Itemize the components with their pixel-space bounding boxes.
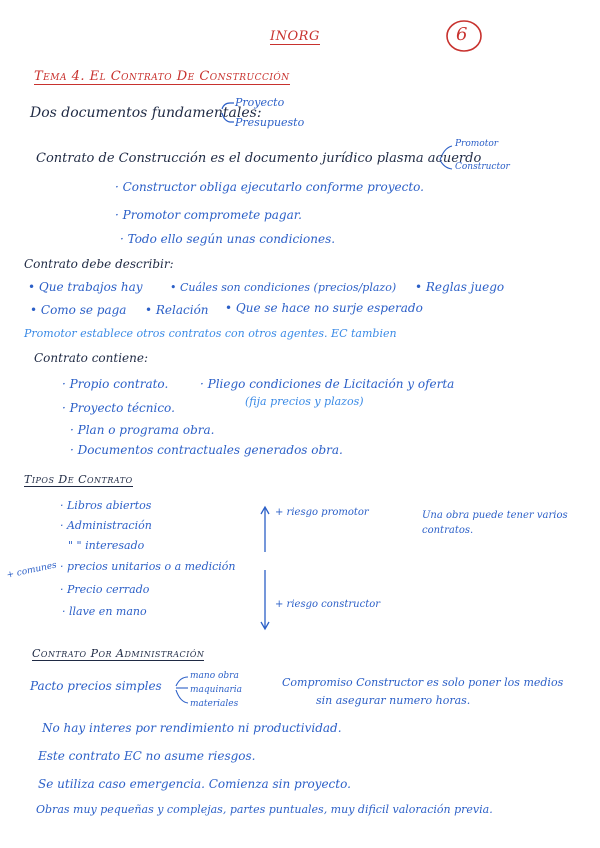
admin-line: No hay interes por rendimiento ni productividad. bbox=[42, 721, 342, 735]
docs-label: Dos documentos fundamentales: bbox=[30, 105, 262, 121]
types-side-note: Una obra puede tener varios bbox=[422, 510, 568, 521]
arrow-materiales bbox=[176, 690, 188, 703]
contains-item: · Propio contrato. bbox=[62, 377, 169, 391]
resource-item: mano obra bbox=[190, 671, 239, 681]
arrow-mano-obra bbox=[176, 677, 188, 686]
type-item: · precios unitarios o a medición bbox=[60, 560, 236, 573]
admin-commitment: Compromiso Constructor es solo poner los medios bbox=[282, 676, 564, 689]
contains-label: Contrato contiene: bbox=[34, 351, 149, 365]
contains-item: · Documentos contractuales generados obra. bbox=[70, 443, 343, 457]
contains-pliego-note: (fija precios y plazos) bbox=[245, 395, 364, 408]
type-item: · Precio cerrado bbox=[60, 583, 150, 596]
definition-point: · Constructor obliga ejecutarlo conforme proyecto. bbox=[115, 180, 424, 194]
contains-item: · Plan o programa obra. bbox=[70, 423, 215, 437]
admin-line: Se utiliza caso emergencia. Comienza sin proyecto. bbox=[38, 777, 351, 791]
topic-title: Tema 4. El Contrato De Construcción bbox=[34, 69, 290, 84]
risk-promotor: + riesgo promotor bbox=[275, 507, 369, 518]
definition-point: · Promotor compromete pagar. bbox=[115, 208, 302, 222]
party-promotor: Promotor bbox=[455, 139, 499, 149]
type-item: · Administración bbox=[60, 519, 152, 532]
describe-item: • Como se paga bbox=[30, 303, 127, 317]
contains-item: · Proyecto técnico. bbox=[62, 401, 175, 415]
page-number: 6 bbox=[456, 24, 468, 45]
definition-text: Contrato de Construcción es el documento jurídico plasma acuerdo bbox=[36, 151, 482, 166]
describe-item: • Que trabajos hay bbox=[28, 280, 143, 294]
contains-pliego: · Pliego condiciones de Licitación y oferta bbox=[200, 377, 455, 391]
doc-presupuesto: Presupuesto bbox=[235, 116, 305, 129]
types-title: Tipos De Contrato bbox=[24, 473, 133, 486]
type-item: · llave en mano bbox=[62, 605, 147, 618]
definition-point: · Todo ello según unas condiciones. bbox=[120, 232, 336, 246]
admin-commitment: sin asegurar numero horas. bbox=[316, 694, 471, 707]
party-constructor: Constructor bbox=[455, 162, 510, 172]
admin-title: Contrato Por Administración bbox=[32, 647, 205, 660]
describe-item: • Que se hace no surje esperado bbox=[225, 301, 423, 315]
resource-item: maquinaria bbox=[190, 685, 243, 695]
type-item: · Libros abiertos bbox=[60, 499, 152, 512]
describe-item: • Cuáles son condiciones (precios/plazo) bbox=[170, 281, 397, 294]
types-margin-note: + comunes bbox=[5, 560, 58, 581]
doc-proyecto: Proyecto bbox=[235, 96, 285, 109]
describe-note: Promotor establece otros contratos con otros agentes. EC tambien bbox=[24, 327, 397, 340]
admin-pacto: Pacto precios simples bbox=[30, 679, 162, 693]
types-side-note: contratos. bbox=[422, 525, 474, 536]
resource-item: materiales bbox=[190, 699, 239, 709]
admin-line: Obras muy pequeñas y complejas, partes puntuales, muy dificil valoración previa. bbox=[36, 803, 493, 816]
describe-item: • Reglas juego bbox=[415, 280, 505, 294]
risk-constructor: + riesgo constructor bbox=[275, 599, 381, 610]
admin-line: Este contrato EC no asume riesgos. bbox=[38, 749, 256, 763]
subject-title: INORG bbox=[270, 29, 320, 44]
describe-label: Contrato debe describir: bbox=[24, 257, 174, 271]
type-item: " " interesado bbox=[68, 539, 145, 552]
describe-item: • Relación bbox=[145, 303, 209, 317]
